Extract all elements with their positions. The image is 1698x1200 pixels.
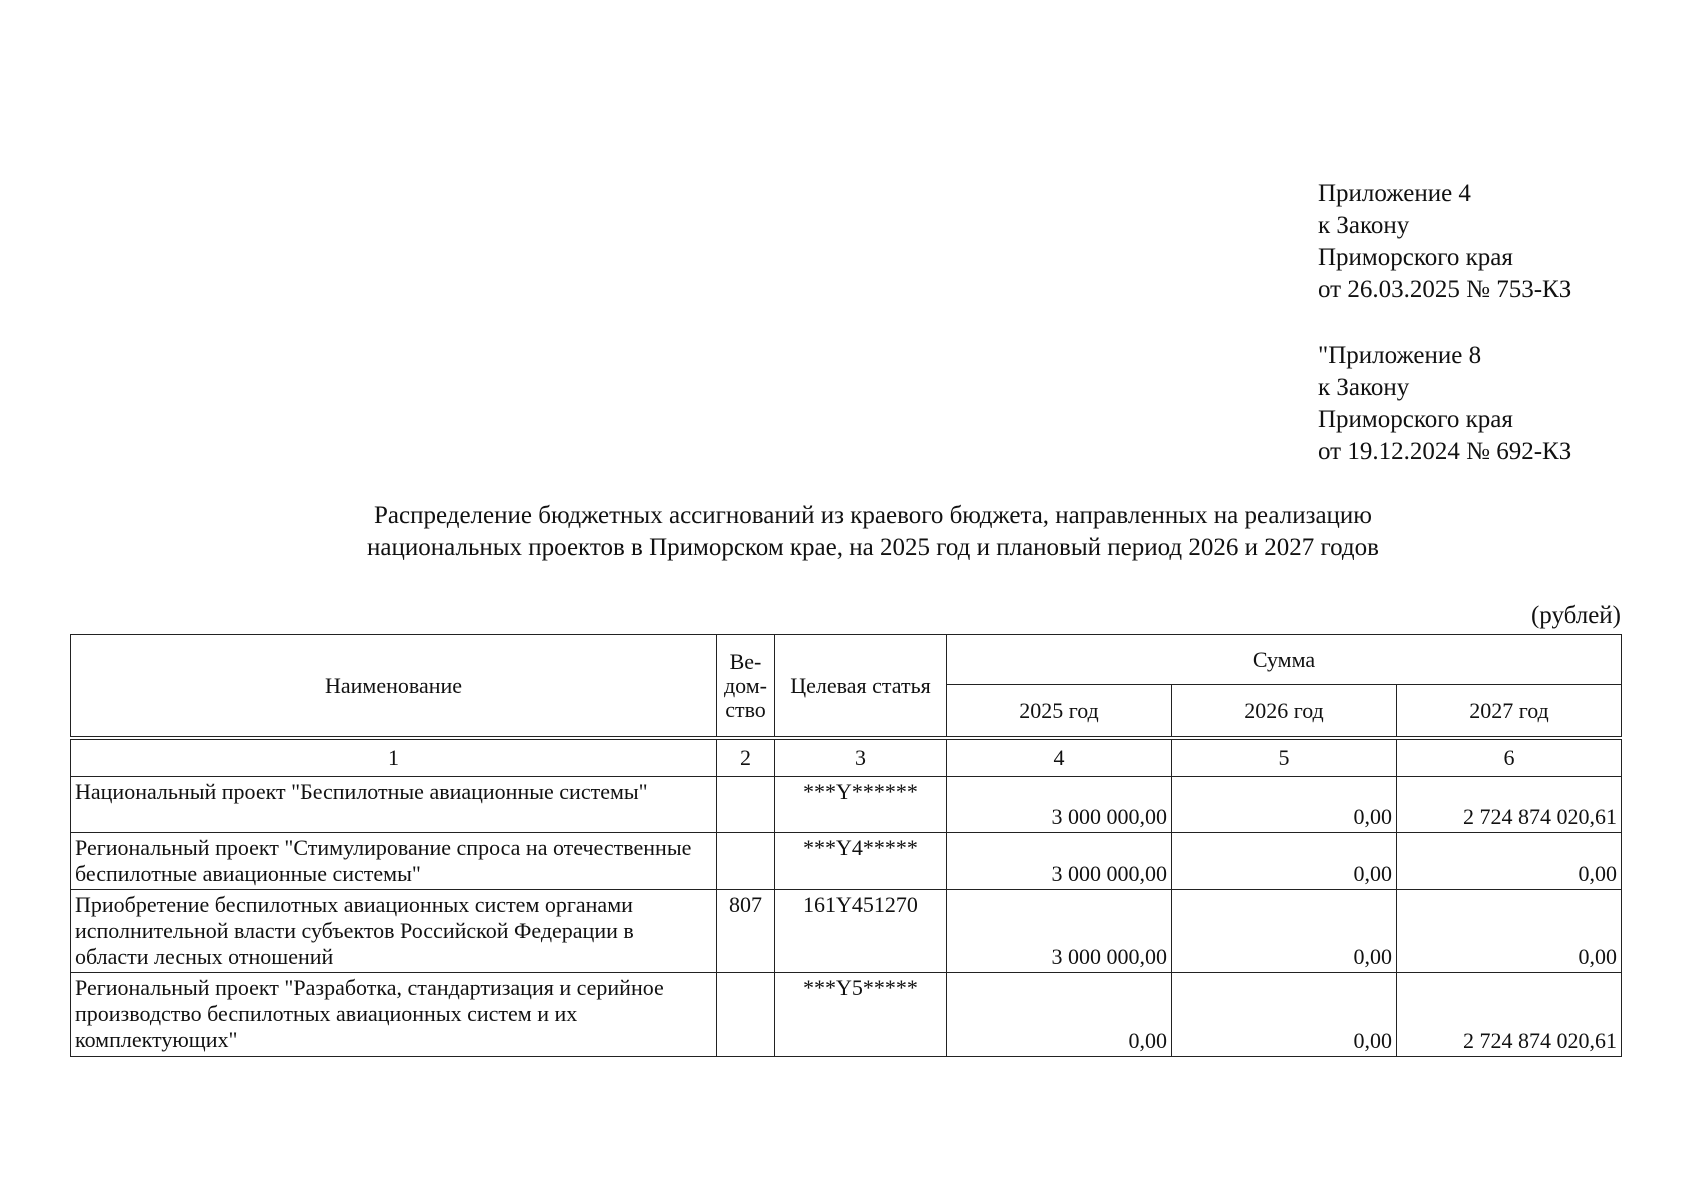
reference-line: к Закону [1318, 374, 1410, 401]
annex-header [1318, 178, 1571, 306]
row-article: 161Y451270 [775, 890, 947, 973]
table-row [71, 890, 1622, 973]
column-numbers-row [71, 740, 1622, 777]
row-dept [717, 973, 775, 1057]
column-number: 3 [775, 740, 947, 777]
header-year-2027: 2027 год [1397, 685, 1622, 737]
row-sum-2026: 0,00 [1172, 890, 1397, 973]
reference-header [1318, 340, 1571, 468]
header-dept-line: ство [725, 696, 766, 722]
budget-table [70, 634, 1622, 1057]
row-name: Национальный проект "Беспилотные авиационные системы" [71, 777, 717, 833]
row-sum-2027: 2 724 874 020,61 [1397, 973, 1622, 1057]
header-dept-line: дом- [723, 672, 768, 698]
row-sum-2027: 0,00 [1397, 890, 1622, 973]
row-name: Приобретение беспилотных авиационных систем органами исполнительной власти субъектов Российской Федерации в области лесных отношений [71, 890, 717, 973]
header-year-2026: 2026 год [1172, 685, 1397, 737]
table-row [71, 777, 1622, 833]
row-name: Региональный проект "Разработка, стандартизация и серийное производство беспилотных авиационных систем и их комплектующих" [71, 973, 717, 1057]
reference-line: Приморского края [1318, 406, 1513, 433]
row-article: ***Y****** [775, 777, 947, 833]
header-article: Целевая статья [775, 635, 947, 737]
row-sum-2027: 2 724 874 020,61 [1397, 777, 1622, 833]
table-row [71, 973, 1622, 1057]
row-sum-2025: 3 000 000,00 [947, 833, 1172, 890]
header-dept-line: Ве- [729, 648, 762, 674]
units-label: (рублей) [1530, 602, 1621, 629]
row-sum-2025: 3 000 000,00 [947, 777, 1172, 833]
reference-line: от 19.12.2024 № 692-КЗ [1318, 438, 1572, 465]
column-number: 1 [71, 740, 717, 777]
row-sum-2027: 0,00 [1397, 833, 1622, 890]
row-name: Региональный проект "Стимулирование спроса на отечественные беспилотные авиационные системы" [71, 833, 717, 890]
column-number: 5 [1172, 740, 1397, 777]
row-dept: 807 [717, 890, 775, 973]
row-sum-2026: 0,00 [1172, 833, 1397, 890]
title-line-2: национальных проектов в Приморском крае, на 2025 год и плановый период 2026 и 2027 годов [367, 534, 1379, 561]
row-sum-2026: 0,00 [1172, 777, 1397, 833]
header-dept [717, 635, 775, 737]
table-row [71, 833, 1622, 890]
header-sum: Сумма [947, 635, 1622, 685]
row-dept [717, 777, 775, 833]
header-row [71, 635, 1622, 685]
annex-line: к Закону [1318, 212, 1410, 239]
column-number: 6 [1397, 740, 1622, 777]
row-sum-2026: 0,00 [1172, 973, 1397, 1057]
annex-line: Приморского края [1318, 244, 1513, 271]
row-dept [717, 833, 775, 890]
row-sum-2025: 3 000 000,00 [947, 890, 1172, 973]
annex-line: от 26.03.2025 № 753-КЗ [1318, 276, 1572, 303]
row-article: ***Y4***** [775, 833, 947, 890]
header-year-2025: 2025 год [947, 685, 1172, 737]
row-sum-2025: 0,00 [947, 973, 1172, 1057]
row-article: ***Y5***** [775, 973, 947, 1057]
title-line-1: Распределение бюджетных ассигнований из краевого бюджета, направленных на реализацию [374, 502, 1372, 529]
document-title [0, 500, 1698, 564]
reference-line: "Приложение 8 [1318, 342, 1482, 369]
header-name: Наименование [71, 635, 717, 737]
annex-line: Приложение 4 [1318, 180, 1471, 207]
column-number: 4 [947, 740, 1172, 777]
column-number: 2 [717, 740, 775, 777]
